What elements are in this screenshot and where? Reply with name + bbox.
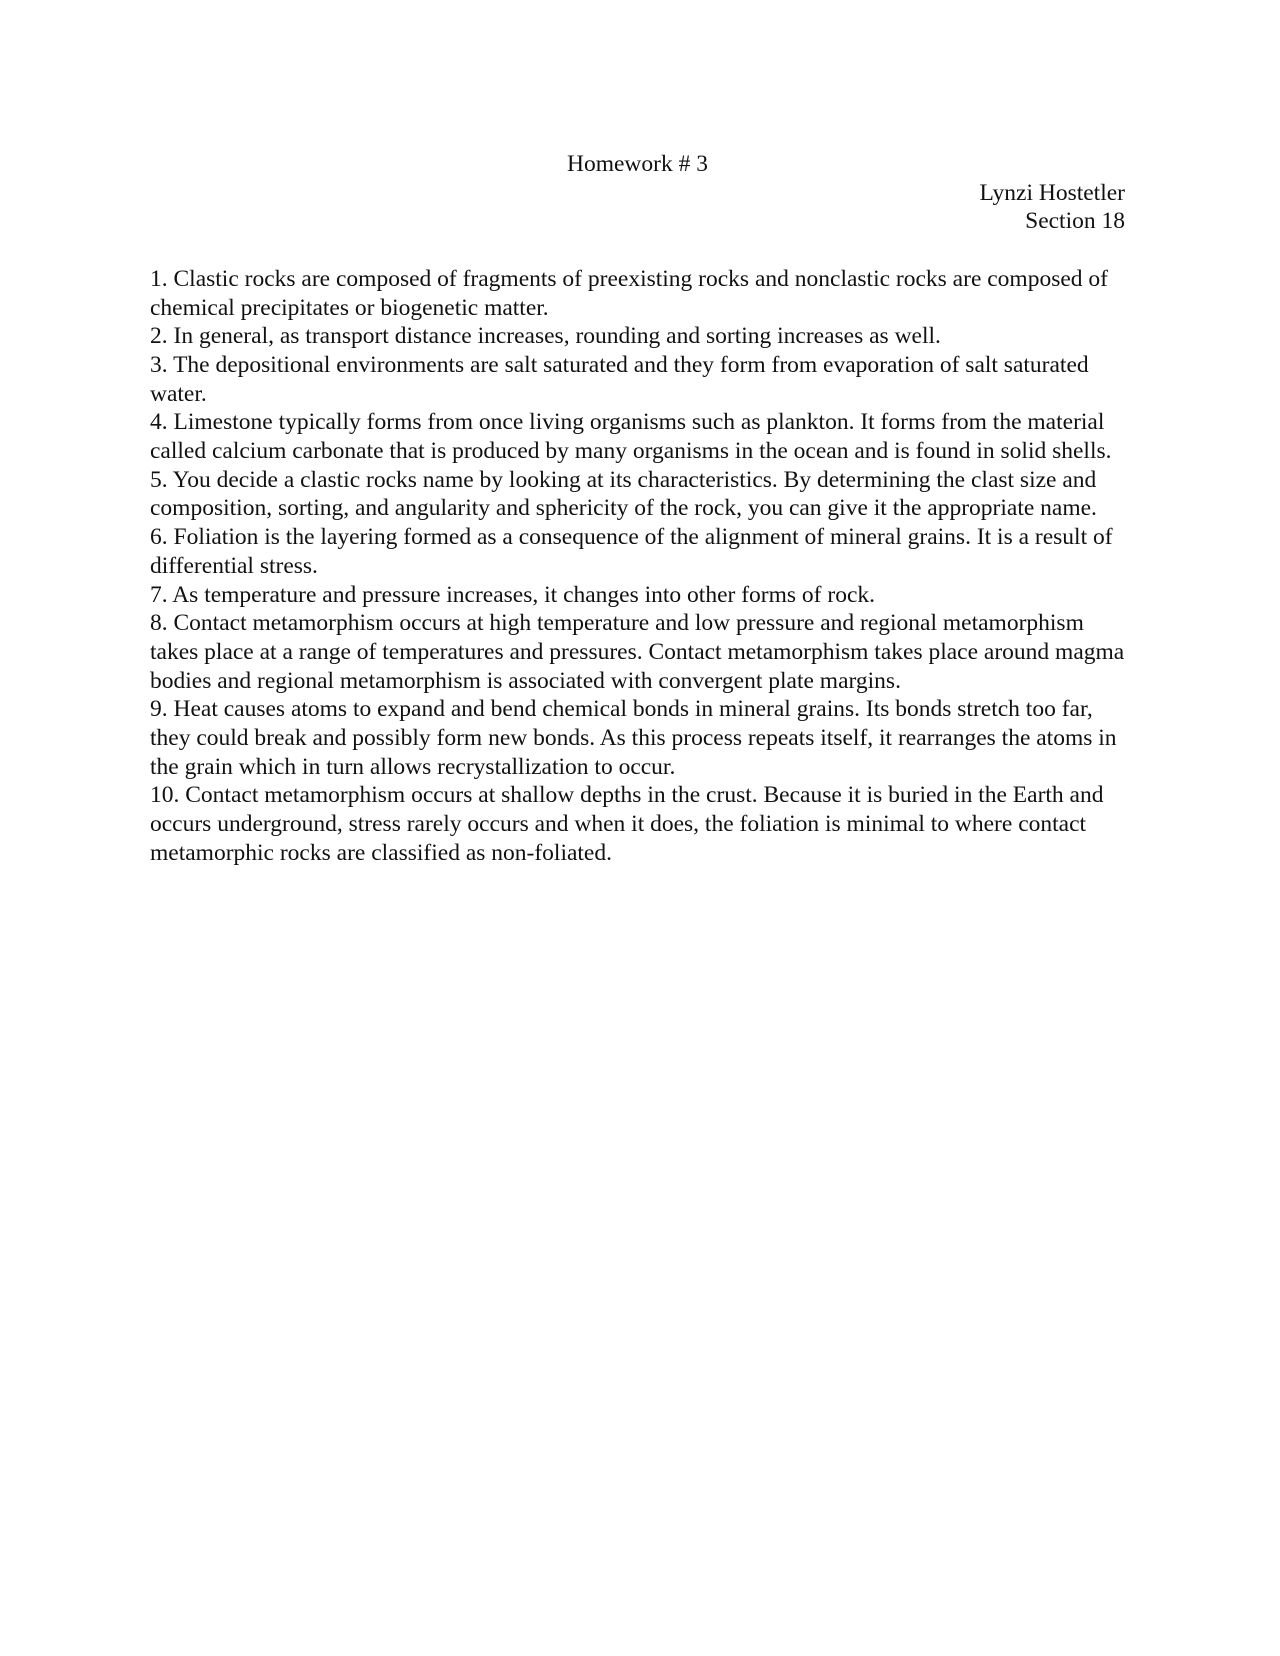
answer-item: 3. The depositional environments are salt saturated and they form from evaporation of salt saturated water. [150, 351, 1089, 407]
answer-item: 9. Heat causes atoms to expand and bend chemical bonds in mineral grains. Its bonds stretch too far, they could break and possibly form new bonds. As this process repeats itself, it rearranges the atoms in the grain which in turn allows recrystallization to occur. [150, 696, 1117, 780]
answer-item: 2. In general, as transport distance increases, rounding and sorting increases as well. [150, 323, 941, 350]
document-body [150, 150, 1125, 868]
answer-item: 6. Foliation is the layering formed as a consequence of the alignment of mineral grains. It is a result of differential stress. [150, 524, 1113, 579]
answer-item: 7. As temperature and pressure increases, it changes into other forms of rock. [150, 581, 876, 608]
section-number: Section 18 [1025, 208, 1125, 235]
answer-item: 5. You decide a clastic rocks name by looking at its characteristics. By determining the clast size and composition, sorting, and angularity and sphericity of the rock, you can give it the appropriate name. [150, 466, 1097, 522]
answer-item: 4. Limestone typically forms from once living organisms such as plankton. It forms from the material called calcium carbonate that is produced by many organisms in the ocean and is found in solid shells. [150, 409, 1112, 465]
answer-item: 1. Clastic rocks are composed of fragments of preexisting rocks and nonclastic rocks are composed of chemical precipitates or biogenetic matter. [150, 265, 1108, 321]
answer-item: 10. Contact metamorphism occurs at shallow depths in the crust. Because it is buried in the Earth and occurs underground, stress rarely occurs and when it does, the foliation is minimal to where contact metamorphic rocks are classified as non-foliated. [150, 782, 1104, 866]
document-title: Homework # 3 [567, 151, 708, 177]
blank-line [150, 236, 1125, 265]
author-name: Lynzi Hostetler [979, 179, 1125, 206]
answer-item: 8. Contact metamorphism occurs at high temperature and low pressure and regional metamorphism takes place at a range of temperatures and pressures. Contact metamorphism takes place around magma bodies and regional metamorphism is associated with convergent plate margins. [150, 610, 1125, 694]
answer-list [150, 265, 1125, 868]
